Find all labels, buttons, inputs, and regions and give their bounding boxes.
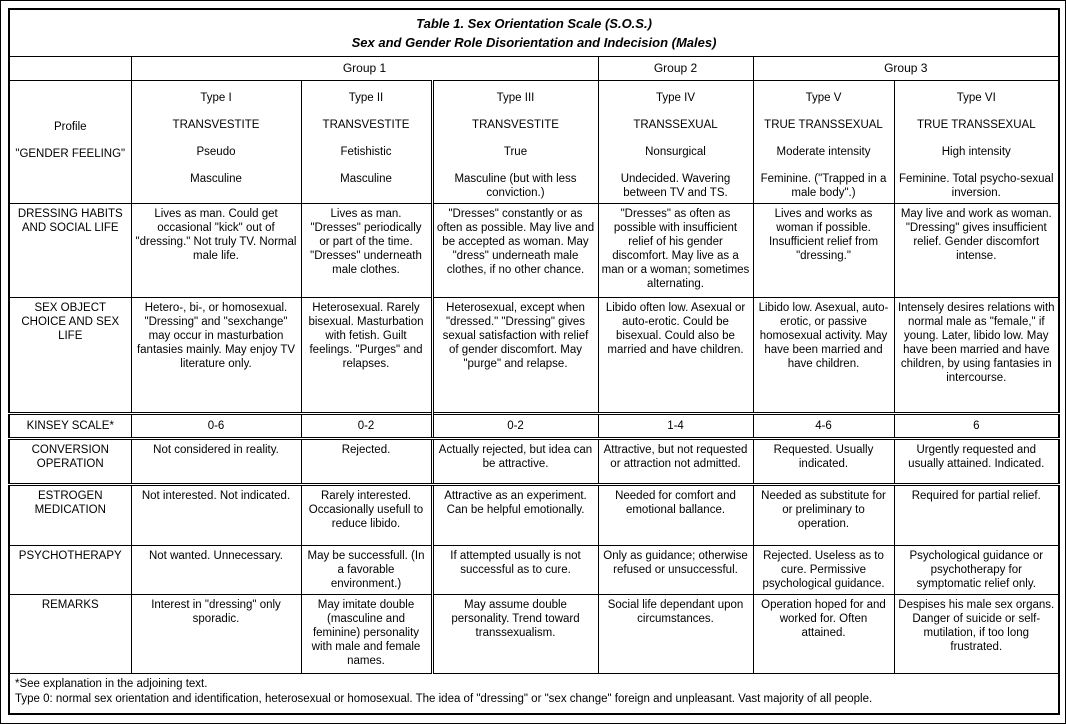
psychotherapy-type1-cell: Not wanted. Unnecessary. (131, 545, 301, 594)
profile-type4-cell (598, 80, 753, 203)
sexobject-type4-cell: Libido often low. Asexual or auto-erotic. Could be bisexual. Could also be married and have children. (598, 297, 753, 413)
kinsey-type3-cell: 0-2 (432, 413, 598, 438)
group3-header-cell: Group 3 (753, 56, 1059, 80)
psychotherapy-type2-cell: May be successfull. (In a favorable environment.) (301, 545, 432, 594)
type2-gender-feeling: Masculine (340, 172, 392, 185)
profile-label: Profile (53, 120, 87, 133)
remarks-type2-cell: May imitate double (masculine and feminine) personality with male and female names. (301, 594, 432, 673)
type6-category: TRUE TRANSSEXUAL (916, 118, 1036, 131)
type6-name: Type VI (956, 91, 996, 104)
type1-gender-feeling: Masculine (190, 172, 242, 185)
conversion-type2-cell: Rejected. (301, 438, 432, 484)
type3-gender-feeling: Masculine (but with less conviction.) (454, 172, 577, 199)
psychotherapy-type6-cell: Psychological guidance or psychotherapy for symptomatic relief only. (894, 545, 1059, 594)
type1-category: TRANSVESTITE (172, 118, 260, 131)
sexobject-type3-cell: Heterosexual, except when "dressed." "Dressing" gives sexual satisfaction with relief of gender discomfort. May "purge" and relapse. (432, 297, 598, 413)
type5-variant: Moderate intensity (776, 145, 871, 158)
type6-variant: High intensity (941, 145, 1011, 158)
sex-orientation-scale-table (8, 8, 1060, 715)
sexobject-type2-cell: Heterosexual. Rarely bisexual. Masturbation with fetish. Guilt feelings. "Purges" and relapses. (301, 297, 432, 413)
type1-name: Type I (200, 91, 232, 104)
profile-type1-cell (131, 80, 301, 203)
dressing-type1-cell: Lives as man. Could get occasional "kick" out of "dressing." Not truly TV. Normal male life. (131, 203, 301, 297)
dressing-type4-cell: "Dresses" as often as possible with insufficient relief of his gender discomfort. May live as a man or a woman; sometimes alternating. (598, 203, 753, 297)
table-title-line2: Sex and Gender Role Disorientation and Indecision (Males) (351, 34, 717, 50)
remarks-type1-cell: Interest in "dressing" only sporadic. (131, 594, 301, 673)
footnote-type0: Type 0: normal sex orientation and identification, heterosexual or homosexual. The idea of "dressing" or "sex change" foreign and unpleasant. Vast majority of all people. (15, 693, 873, 706)
conversion-row-label: CONVERSION OPERATION (9, 438, 131, 484)
dressing-type5-cell: Lives and works as woman if possible. Insufficient relief from "dressing." (753, 203, 894, 297)
gender-feeling-label: "GENDER FEELING" (15, 147, 126, 160)
conversion-type6-cell: Urgently requested and usually attained. Indicated. (894, 438, 1059, 484)
type4-name: Type IV (656, 91, 695, 104)
type6-gender-feeling: Feminine. Total psycho-sexual inversion. (899, 172, 1054, 199)
sexobject-row-label: SEX OBJECT CHOICE AND SEX LIFE (9, 297, 131, 413)
type2-category: TRANSVESTITE (322, 118, 410, 131)
estrogen-type6-cell: Required for partial relief. (894, 484, 1059, 545)
conversion-type4-cell: Attractive, but not requested or attraction not admitted. (598, 438, 753, 484)
profile-type6-cell (894, 80, 1059, 203)
dressing-type3-cell: "Dresses" constantly or as often as possible. May live and be accepted as woman. May "dress" underneath male clothes, if no other chance. (432, 203, 598, 297)
remarks-type5-cell: Operation hoped for and worked for. Often attained. (753, 594, 894, 673)
profile-type3-cell (432, 80, 598, 203)
estrogen-type2-cell: Rarely interested. Occasionally usefull to reduce libido. (301, 484, 432, 545)
remarks-type6-cell: Despises his male sex organs. Danger of suicide or self-mutilation, if too long frustrated. (894, 594, 1059, 673)
type2-name: Type II (348, 91, 384, 104)
type2-variant: Fetishistic (340, 145, 392, 158)
dressing-type2-cell: Lives as man. "Dresses" periodically or part of the time. "Dresses" underneath male clothes. (301, 203, 432, 297)
estrogen-type4-cell: Needed for comfort and emotional ballance. (598, 484, 753, 545)
profile-row-label-cell (9, 80, 131, 203)
kinsey-type1-cell: 0-6 (131, 413, 301, 438)
type4-variant: Nonsurgical (645, 145, 706, 158)
group1-header-cell: Group 1 (131, 56, 598, 80)
profile-type2-cell (301, 80, 432, 203)
conversion-type5-cell: Requested. Usually indicated. (753, 438, 894, 484)
conversion-type1-cell: Not considered in reality. (131, 438, 301, 484)
group-header-spacer-cell (9, 56, 131, 80)
footnote-asterisk: *See explanation in the adjoining text. (15, 677, 208, 690)
type3-variant: True (503, 145, 528, 158)
remarks-row-label: REMARKS (9, 594, 131, 673)
sexobject-type6-cell: Intensely desires relations with normal male as "female," if young. Later, libido low. May have been married and have children, by using fantasies in intercourse. (894, 297, 1059, 413)
type5-gender-feeling: Feminine. ("Trapped in a male body".) (760, 172, 887, 199)
psychotherapy-type5-cell: Rejected. Useless as to cure. Permissive psychological guidance. (753, 545, 894, 594)
kinsey-type4-cell: 1-4 (598, 413, 753, 438)
dressing-row-label: DRESSING HABITS AND SOCIAL LIFE (9, 203, 131, 297)
estrogen-type5-cell: Needed as substitute for or preliminary to operation. (753, 484, 894, 545)
kinsey-type2-cell: 0-2 (301, 413, 432, 438)
table-title-cell (9, 9, 1059, 56)
group2-header-cell: Group 2 (598, 56, 753, 80)
kinsey-row-label: KINSEY SCALE* (9, 413, 131, 438)
kinsey-type5-cell: 4-6 (753, 413, 894, 438)
psychotherapy-type4-cell: Only as guidance; otherwise refused or unsuccessful. (598, 545, 753, 594)
type4-gender-feeling: Undecided. Wavering between TV and TS. (620, 172, 731, 199)
table-title-line1: Table 1. Sex Orientation Scale (S.O.S.) (416, 16, 652, 31)
estrogen-type3-cell: Attractive as an experiment. Can be helpful emotionally. (432, 484, 598, 545)
estrogen-row-label: ESTROGEN MEDICATION (9, 484, 131, 545)
remarks-type3-cell: May assume double personality. Trend toward transsexualism. (432, 594, 598, 673)
type1-variant: Pseudo (196, 145, 236, 158)
type3-category: TRANSVESTITE (472, 118, 559, 131)
psychotherapy-type3-cell: If attempted usually is not successful as to cure. (432, 545, 598, 594)
type4-category: TRANSSEXUAL (633, 118, 718, 131)
estrogen-type1-cell: Not interested. Not indicated. (131, 484, 301, 545)
remarks-type4-cell: Social life dependant upon circumstances. (598, 594, 753, 673)
conversion-type3-cell: Actually rejected, but idea can be attractive. (432, 438, 598, 484)
type5-name: Type V (805, 91, 842, 104)
dressing-type6-cell: May live and work as woman. "Dressing" gives insufficient relief. Gender discomfort intense. (894, 203, 1059, 297)
sexobject-type5-cell: Libido low. Asexual, auto-erotic, or passive homosexual activity. May have been married and have children. (753, 297, 894, 413)
type5-category: TRUE TRANSSEXUAL (764, 118, 883, 131)
psychotherapy-row-label: PSYCHOTHERAPY (9, 545, 131, 594)
profile-type5-cell (753, 80, 894, 203)
type3-name: Type III (496, 91, 535, 104)
footnotes-cell (9, 673, 1059, 714)
kinsey-type6-cell: 6 (894, 413, 1059, 438)
sexobject-type1-cell: Hetero-, bi-, or homosexual. "Dressing" and "sexchange" may occur in masturbation fantasies mainly. May enjoy TV literature only. (131, 297, 301, 413)
